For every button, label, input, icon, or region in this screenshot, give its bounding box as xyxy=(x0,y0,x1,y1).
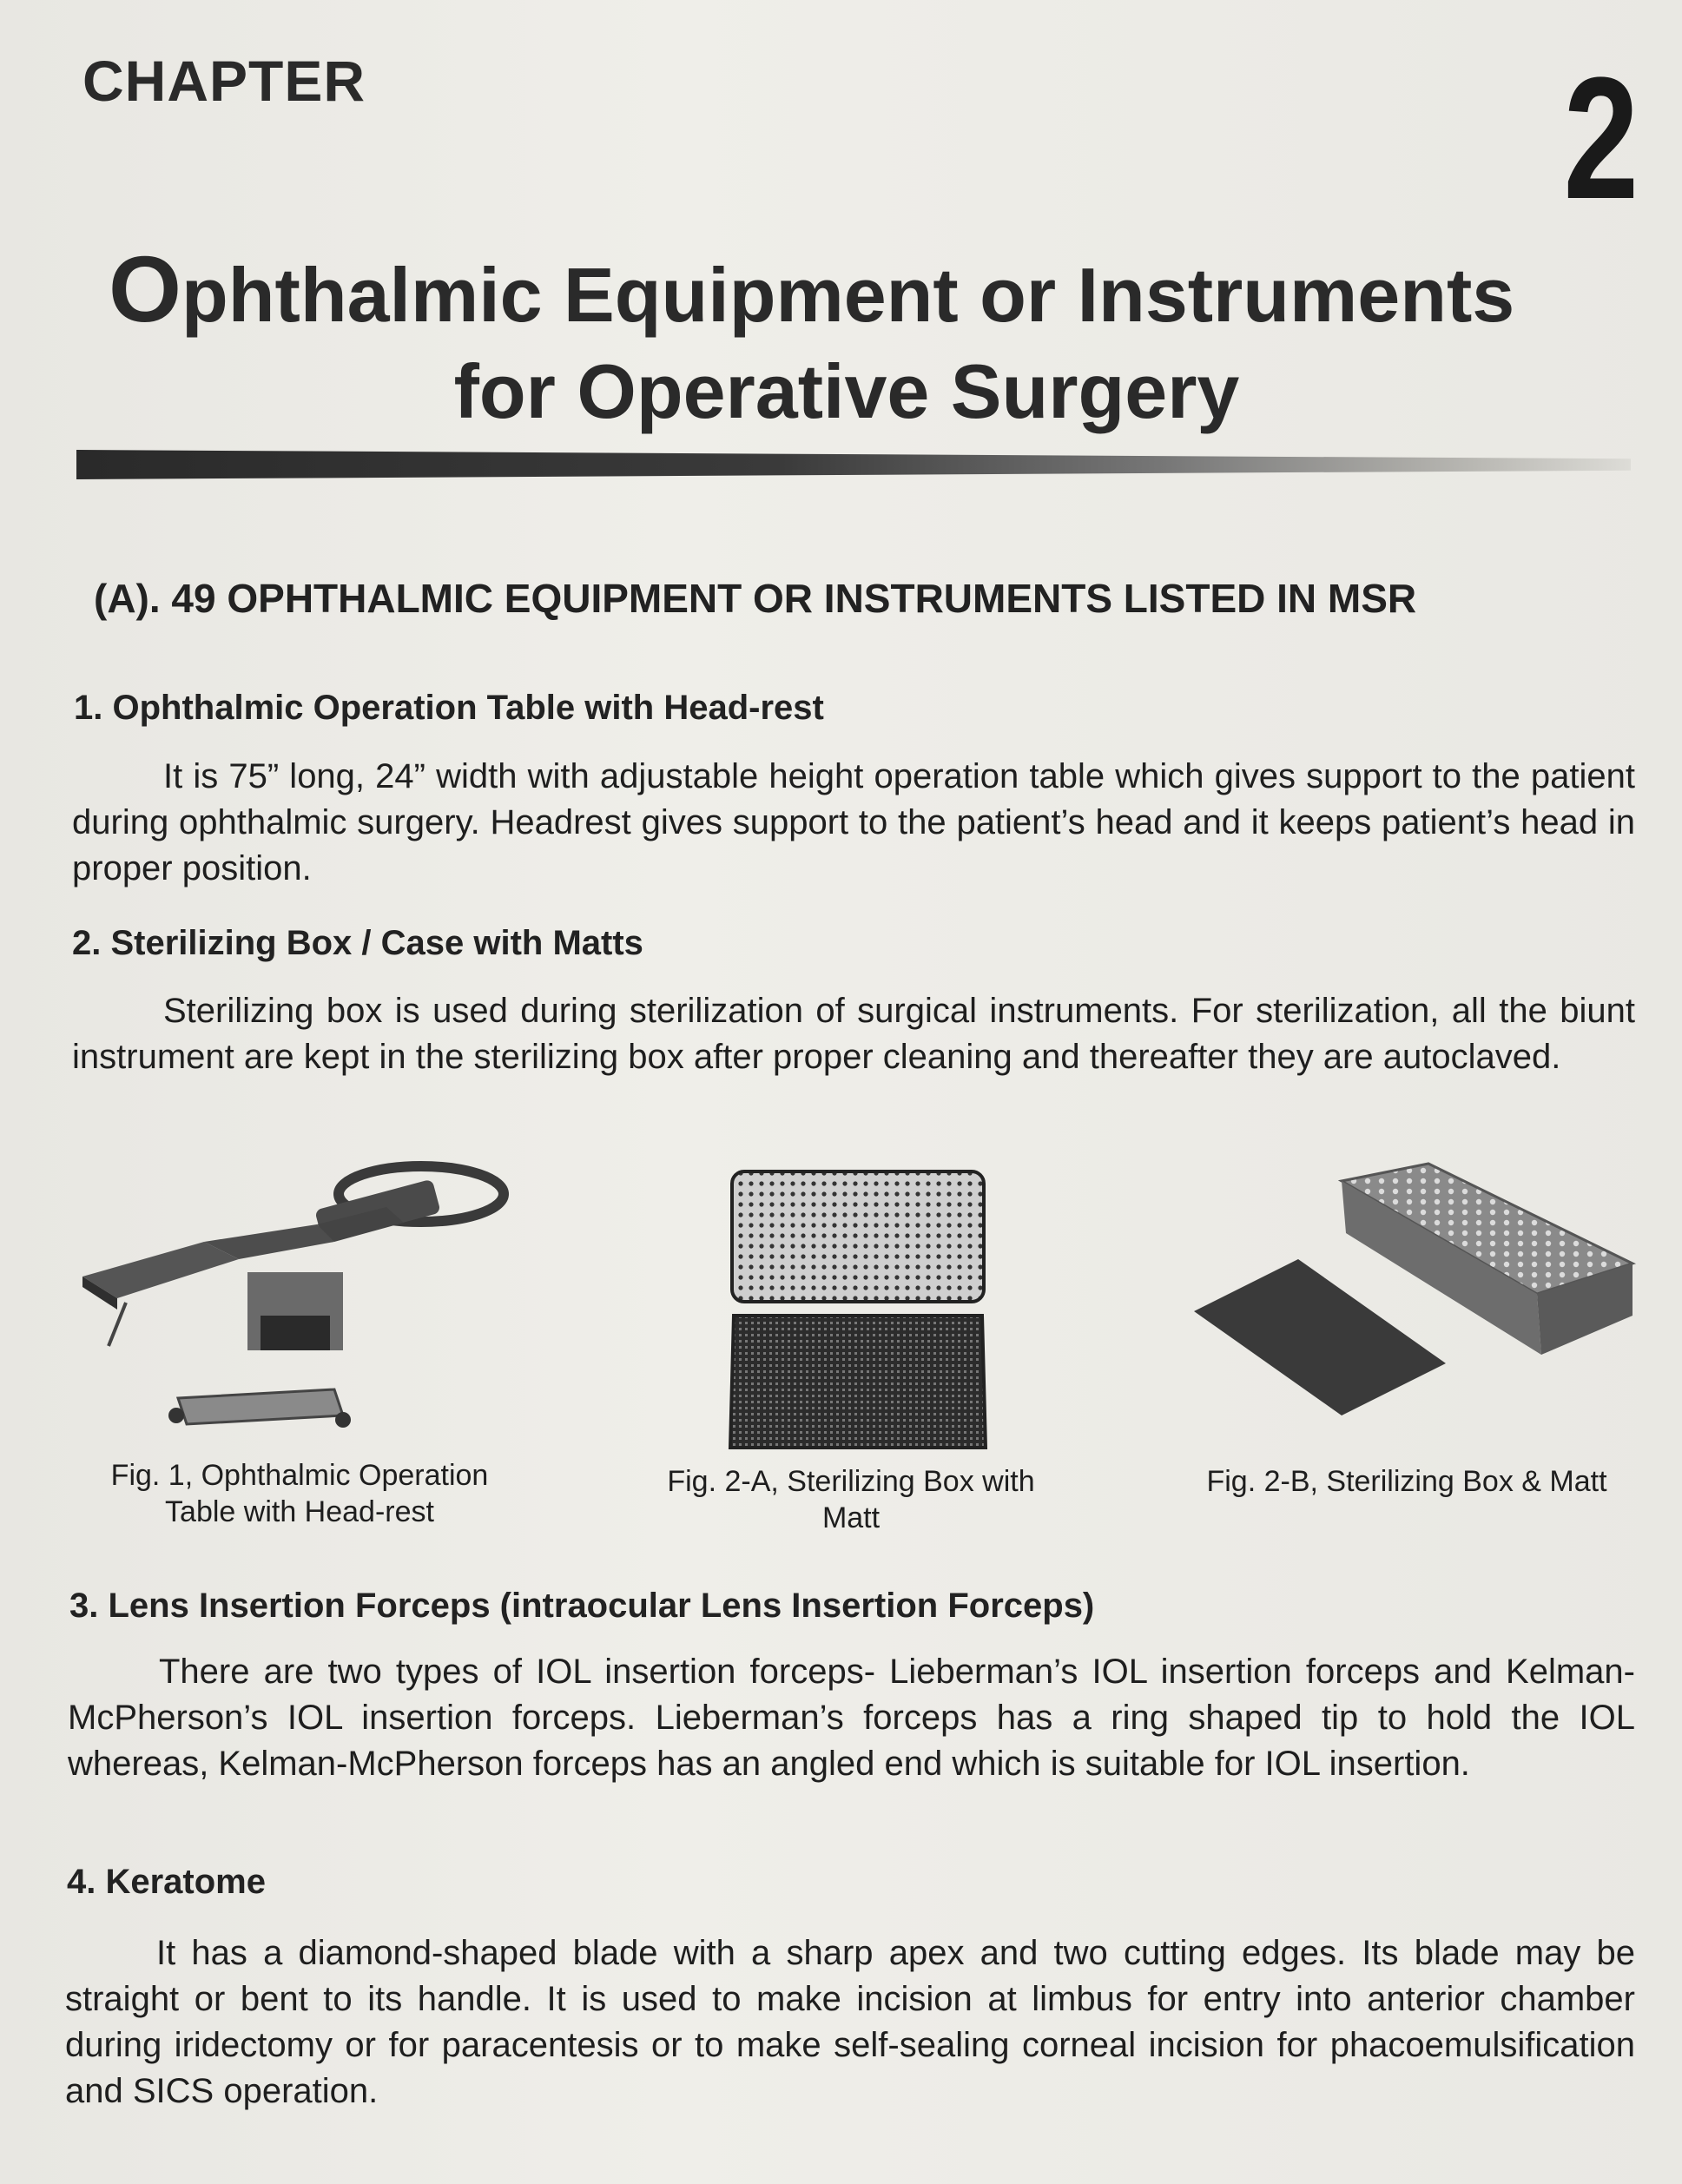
item-2-text: Sterilizing box is used during sterilization of surgical instruments. For sterilization, all the biunt instrument are kept in the sterilizing box after proper cleaning and thereafter they are autoclaved. xyxy=(72,992,1635,1076)
item-1-heading: 1. Ophthalmic Operation Table with Head-rest xyxy=(74,689,824,727)
figure-2a-caption-line2: Matt xyxy=(821,1501,881,1534)
item-4-heading: 4. Keratome xyxy=(67,1863,266,1901)
title-rule xyxy=(76,450,1631,479)
item-3-text: There are two types of IOL insertion forceps- Lieberman’s IOL insertion forceps and Kelman-McPherson’s IOL insertion forceps. Lieberman’s forceps has a ring shaped tip to hold the IOL whereas, Kelman-McPherson forceps has an angled end which is suitable for IOL insertion. xyxy=(68,1653,1635,1783)
item-2-heading: 2. Sterilizing Box / Case with Matts xyxy=(72,924,643,962)
title-rest: phthalmic Equipment or Instruments xyxy=(181,252,1515,338)
sterilizing-box-image xyxy=(725,1168,990,1450)
chapter-title-line2: for Operative Surgery xyxy=(453,348,1240,434)
figure-1-caption xyxy=(74,1457,525,1530)
figure-2b-caption-line1: Fig. 2-B, Sterilizing Box & Matt xyxy=(1206,1465,1607,1498)
chapter-label: CHAPTER xyxy=(82,49,366,113)
chapter-number: 2 xyxy=(1563,42,1639,235)
operation-table-image xyxy=(74,1155,543,1442)
figure-1-caption-line2: Table with Head-rest xyxy=(165,1495,434,1528)
chapter-title-line1 xyxy=(109,234,1611,343)
box-and-matt-image xyxy=(1194,1155,1637,1433)
figure-1-caption-line1: Fig. 1, Ophthalmic Operation xyxy=(110,1459,489,1492)
title-initial: O xyxy=(109,236,182,341)
figure-2a-caption-line1: Fig. 2-A, Sterilizing Box with xyxy=(667,1465,1035,1498)
section-heading: (A). 49 OPHTHALMIC EQUIPMENT OR INSTRUMENTS LISTED IN MSR xyxy=(94,576,1417,621)
item-4-text: It has a diamond-shaped blade with a sharp apex and two cutting edges. Its blade may be straight or bent to its handle. It is used to make incision at limbus for entry into anterior chamber during iridectomy or for paracentesis or to make self-sealing corneal incision for phacoemulsification and SICS operation. xyxy=(65,1934,1635,2110)
item-1-text: It is 75” long, 24” width with adjustable height operation table which gives support to the patient during ophthalmic surgery. Headrest gives support to the patient’s head and it keeps patient’s head in proper position. xyxy=(72,757,1635,887)
figure-2a-caption xyxy=(625,1463,1077,1536)
figure-2b-caption xyxy=(1164,1463,1650,1500)
item-3-heading: 3. Lens Insertion Forceps (intraocular Lens Insertion Forceps) xyxy=(69,1587,1095,1625)
